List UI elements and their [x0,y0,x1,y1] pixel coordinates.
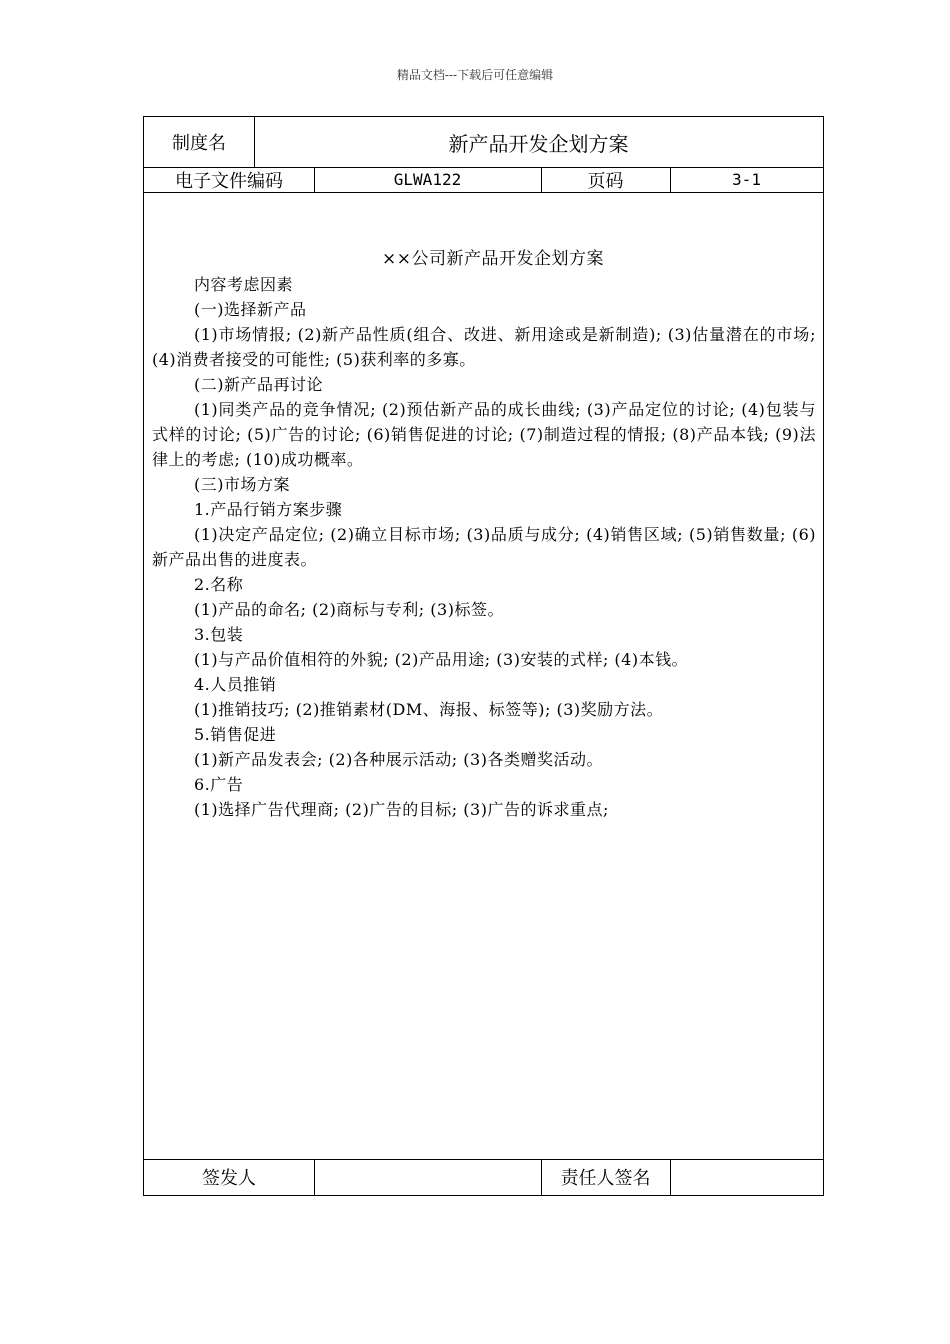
policy-name-label: 制度名 [172,133,226,154]
paragraph: (1)与产品价值相符的外貌; (2)产品用途; (3)安装的式样; (4)本钱。 [194,650,689,669]
section-heading: (三)市场方案 [194,475,290,494]
subsection-heading: 1.产品行销方案步骤 [194,500,343,519]
paragraph: (1)推销技巧; (2)推销素材(DM、海报、标签等); (3)奖励方法。 [194,700,664,719]
subsection-heading: 6.广告 [194,775,244,794]
subsection-heading: 5.销售促进 [194,725,277,744]
issuer-field[interactable] [314,1159,541,1195]
file-code-label: 电子文件编码 [175,170,283,192]
paragraph: (1)选择广告代理商; (2)广告的目标; (3)广告的诉求重点; [194,800,609,819]
paragraph: (1)同类产品的竞争情况; (2)预估新产品的成长曲线; (3)产品定位的讨论; (4)包装与式样的讨论; (5)广告的讨论; (6)销售促进的讨论; (7)制造过程的情报; (8)产品本钱; (9)法律上的考虑; (10)成功概率。 [152,400,816,469]
page-value: 3-1 [732,170,761,189]
paragraph: (1)市场情报; (2)新产品性质(组合、改进、新用途或是新制造); (3)估量潜在的市场; (4)消费者接受的可能性; (5)获利率的多寡。 [152,325,816,369]
subsection-heading: 4.人员推销 [194,675,277,694]
paragraph: (1)决定产品定位; (2)确立目标市场; (3)品质与成分; (4)销售区域; (5)销售数量; (6)新产品出售的进度表。 [152,525,816,569]
responsible-signature-field[interactable] [670,1159,823,1195]
document-title: ××公司新产品开发企划方案 [382,249,604,269]
paragraph: 内容考虑因素 [194,275,294,294]
watermark: 精品文档---下载后可任意编辑 [396,68,554,82]
file-code-value: GLWA122 [393,170,462,189]
policy-name-value: 新产品开发企划方案 [448,131,629,156]
responsible-signature-label: 责任人签名 [560,1168,651,1189]
section-heading: (一)选择新产品 [194,300,307,319]
subsection-heading: 3.包装 [194,625,244,644]
policy-form [143,116,824,1196]
paragraph: (1)产品的命名; (2)商标与专利; (3)标签。 [194,600,504,619]
issuer-label: 签发人 [202,1168,256,1189]
page-label: 页码 [587,170,624,192]
subsection-heading: 2.名称 [194,575,244,594]
document-body [152,247,816,822]
paragraph: (1)新产品发表会; (2)各种展示活动; (3)各类赠奖活动。 [194,750,603,769]
section-heading: (二)新产品再讨论 [194,375,323,394]
